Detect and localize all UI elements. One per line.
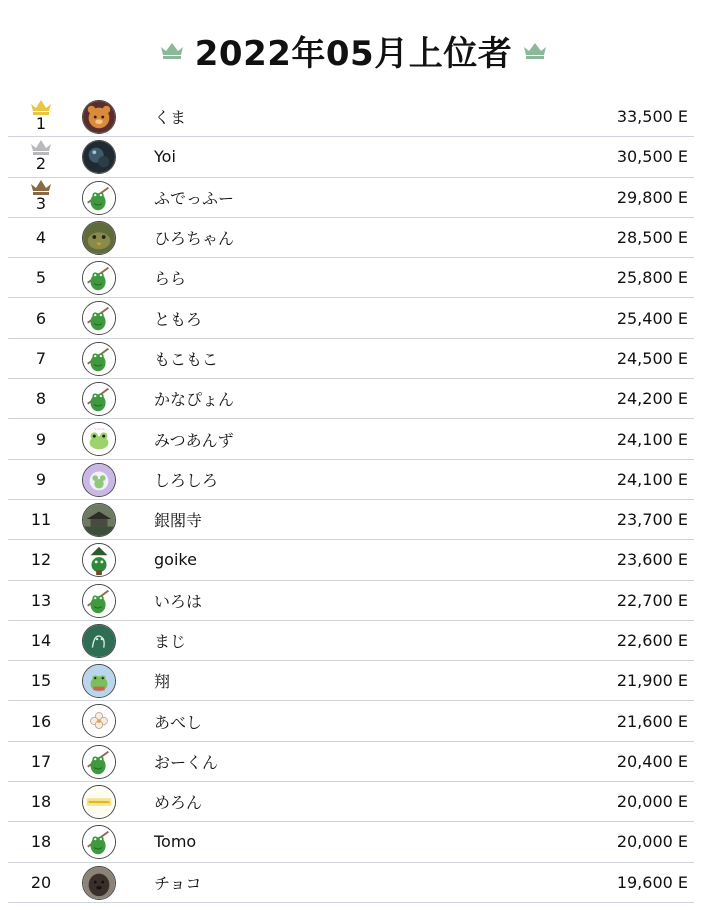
crown-icon (29, 98, 53, 116)
user-name: しろしろ (154, 470, 219, 490)
rank-number: 9 (35, 469, 47, 489)
rank-number: 15 (30, 671, 52, 691)
rank-cell (22, 460, 60, 499)
ranking-row (8, 339, 694, 379)
rank-number: 5 (35, 268, 47, 288)
rank-number: 12 (30, 550, 52, 570)
rank-number: 8 (35, 389, 47, 409)
rank-cell (22, 822, 60, 861)
ranking-row (8, 863, 694, 903)
text-logo-avatar (82, 785, 116, 819)
score-value: 24,500 E (616, 348, 688, 368)
user-name: 銀閣寺 (154, 511, 203, 531)
user-name: チョコ (154, 873, 202, 893)
crown-icon (522, 40, 548, 60)
score-value: 24,100 E (616, 429, 688, 449)
rank-cell (22, 782, 60, 821)
crown-icon (159, 40, 185, 60)
score-value: 30,500 E (616, 147, 688, 167)
bear-avatar (82, 100, 116, 134)
user-name: goike (154, 550, 197, 570)
white-flower-avatar (82, 704, 116, 738)
rank-cell (22, 742, 60, 781)
rank-cell (22, 379, 60, 418)
user-name: ふでっふー (154, 188, 235, 208)
user-name: かなぴょん (154, 390, 235, 410)
rank-number: 3 (35, 194, 47, 214)
svg-text:~~~: ~~~ (93, 427, 105, 433)
user-name: らら (154, 269, 187, 289)
rank-cell (22, 298, 60, 337)
ranking-row (8, 298, 694, 338)
score-value: 20,000 E (616, 832, 688, 852)
score-value: 23,600 E (616, 550, 688, 570)
ranking-row (8, 822, 694, 862)
frog-avatar (82, 382, 116, 416)
score-value: 29,800 E (616, 187, 688, 207)
rank-cell (22, 500, 60, 539)
rank-cell (22, 581, 60, 620)
ranking-row (8, 742, 694, 782)
score-value: 19,600 E (616, 872, 688, 892)
score-value: 24,200 E (616, 389, 688, 409)
rank-cell (22, 621, 60, 660)
user-name: いろは (154, 591, 203, 611)
frog-blue-avatar (82, 664, 116, 698)
rank-cell (22, 137, 60, 176)
frog-avatar (82, 181, 116, 215)
rank-number: 16 (30, 711, 52, 731)
ranking-row (8, 379, 694, 419)
user-name: Yoi (154, 147, 176, 167)
user-name: めろん (154, 793, 203, 813)
score-value: 25,400 E (616, 308, 688, 328)
user-name: Tomo (154, 832, 197, 852)
ranking-row (8, 661, 694, 701)
rank-number: 6 (35, 308, 47, 328)
score-value: 28,500 E (616, 228, 688, 248)
score-value: 21,900 E (616, 671, 688, 691)
ranking-row (8, 419, 694, 459)
sheep-avatar (82, 463, 116, 497)
ranking-row (8, 218, 694, 258)
rank-number: 4 (35, 228, 47, 248)
frog-avatar (82, 261, 116, 295)
ranking-row (8, 460, 694, 500)
page-title: 2022年05月上位者 (194, 33, 513, 74)
score-value: 22,700 E (616, 590, 688, 610)
ranking-row (8, 782, 694, 822)
rank-cell (22, 661, 60, 700)
user-name: くま (154, 108, 187, 128)
frog-avatar (82, 745, 116, 779)
rank-number: 18 (30, 792, 52, 812)
rank-cell (22, 258, 60, 297)
score-value: 33,500 E (616, 107, 688, 127)
rank-cell (22, 218, 60, 257)
rank-number: 11 (30, 510, 52, 530)
ranking-row (8, 701, 694, 741)
score-value: 20,000 E (616, 792, 688, 812)
ranking-row (8, 137, 694, 177)
ranking-row (8, 258, 694, 298)
rank-number: 18 (30, 832, 52, 852)
frog-avatar (82, 342, 116, 376)
user-name: みつあんず (154, 430, 234, 450)
user-name: あべし (154, 712, 203, 732)
ranking-row (8, 581, 694, 621)
frog-avatar (82, 584, 116, 618)
rank-number: 17 (30, 751, 52, 771)
rank-cell (22, 701, 60, 740)
frog-hat-avatar (82, 543, 116, 577)
ranking-row (8, 178, 694, 218)
user-name: ひろちゃん (154, 229, 235, 249)
rank-cell (22, 863, 60, 902)
rank-number: 13 (30, 590, 52, 610)
ranking-row (8, 500, 694, 540)
rank-number: 14 (30, 631, 52, 650)
dark-photo-avatar (82, 140, 116, 174)
user-name: もこもこ (154, 349, 219, 369)
score-value: 24,100 E (616, 469, 688, 489)
frog-avatar (82, 301, 116, 335)
score-value: 21,600 E (616, 711, 688, 731)
dog-photo-avatar (82, 866, 116, 900)
rank-number: 7 (35, 348, 47, 368)
score-value: 25,800 E (616, 268, 688, 288)
temple-photo-avatar (82, 503, 116, 537)
bird-photo-avatar (82, 221, 116, 255)
rank-cell (22, 540, 60, 579)
rank-cell (22, 178, 60, 217)
user-name: ともろ (154, 309, 203, 329)
ranking-row (8, 97, 694, 137)
rank-cell (22, 97, 60, 136)
frog-avatar (82, 825, 116, 859)
rank-number: 20 (30, 872, 52, 892)
user-name: まじ (154, 632, 187, 651)
ranking-row (8, 621, 694, 661)
frog-face-avatar (82, 422, 116, 456)
user-name: おーくん (154, 752, 219, 772)
score-value: 23,700 E (616, 510, 688, 530)
page-header (0, 24, 707, 76)
score-value: 20,400 E (616, 751, 688, 771)
score-value: 22,600 E (616, 631, 688, 650)
rank-cell (22, 339, 60, 378)
ranking-list (8, 97, 694, 903)
rank-number: 1 (35, 113, 47, 133)
green-sketch-avatar (82, 624, 116, 658)
rank-number: 9 (35, 429, 47, 449)
rank-cell (22, 419, 60, 458)
ranking-row (8, 540, 694, 580)
rank-number: 2 (35, 153, 47, 173)
user-name: 翔 (154, 672, 171, 692)
